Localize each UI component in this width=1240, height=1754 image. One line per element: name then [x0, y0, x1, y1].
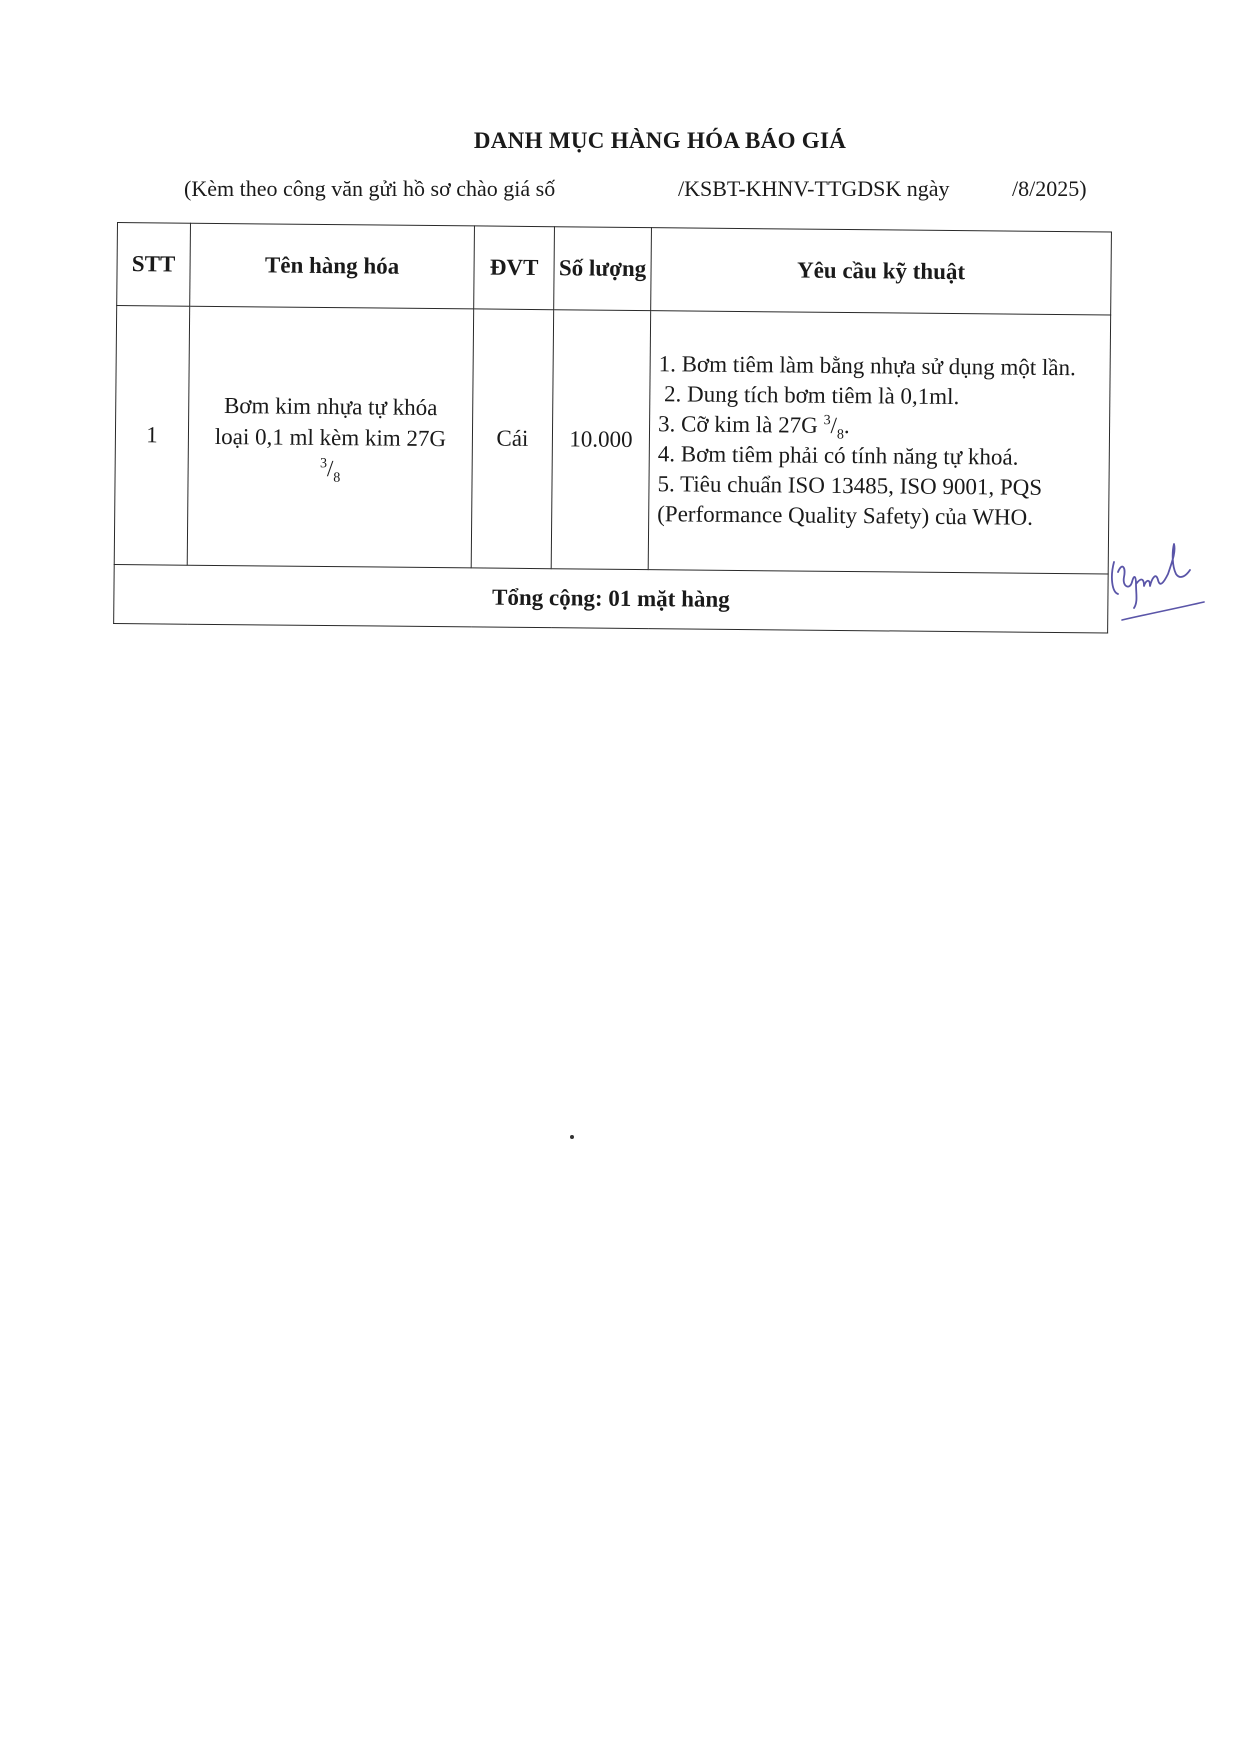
cell-stt: 1 — [114, 306, 189, 566]
item-needle-fraction: $^3/_8$ — [319, 455, 341, 486]
document-title: DANH MỤC HÀNG HÓA BÁO GIÁ — [473, 128, 847, 153]
cell-unit: Cái — [471, 309, 553, 569]
table-header-row — [117, 223, 1112, 316]
subtitle-reference: (Kèm theo công văn gửi hồ sơ chào giá số — [184, 176, 556, 201]
table-total-row — [114, 564, 1109, 633]
handwritten-signature — [1108, 532, 1208, 627]
spec-line-1: 1. Bơm tiêm làm bằng nhựa sử dụng một lần. — [658, 351, 1076, 381]
header-spec: Yêu cầu kỹ thuật — [651, 228, 1112, 315]
goods-table — [113, 222, 1112, 634]
scan-dot — [570, 1135, 574, 1139]
goods-table-wrapper — [113, 222, 1111, 634]
cell-spec — [648, 311, 1110, 574]
header-qty: Số lượng — [554, 227, 652, 311]
spec-line-5: 5. Tiêu chuẩn ISO 13485, ISO 9001, PQS (Performance Quality Safety) của WHO. — [657, 471, 1043, 530]
spec-line-3 — [658, 409, 1103, 443]
table-row — [114, 306, 1110, 575]
subtitle-date: /8/2025) — [1012, 176, 1087, 201]
total-cell: Tổng cộng: 01 mặt hàng — [114, 564, 1109, 633]
header-name: Tên hàng hóa — [190, 223, 475, 309]
item-name: Bơm kim nhựa tự khóa loại 0,1 ml kèm kim 27G — [214, 392, 447, 451]
cell-qty: 10.000 — [551, 310, 650, 570]
spec-needle-fraction: $^3/_8$ — [823, 412, 844, 443]
spec-line-3-text: 3. Cỡ kim là 27G — [657, 411, 818, 438]
spec-fraction-denominator: 8 — [836, 427, 844, 443]
fraction-numerator: 3 — [319, 455, 328, 471]
fraction-denominator: 8 — [333, 470, 341, 486]
header-unit: ĐVT — [474, 226, 555, 310]
spec-fraction-numerator: 3 — [823, 413, 831, 429]
header-stt: STT — [117, 223, 191, 307]
spec-line-2: 2. Dung tích bơm tiêm là 0,1ml. — [658, 381, 960, 410]
spec-line-3-suffix: . — [843, 412, 850, 439]
cell-name — [187, 306, 473, 568]
spec-line-4: 4. Bơm tiêm phải có tính năng tự khoá. — [657, 441, 1019, 470]
subtitle-document-code: /KSBT-KHNV-TTGDSK ngày — [678, 176, 950, 201]
